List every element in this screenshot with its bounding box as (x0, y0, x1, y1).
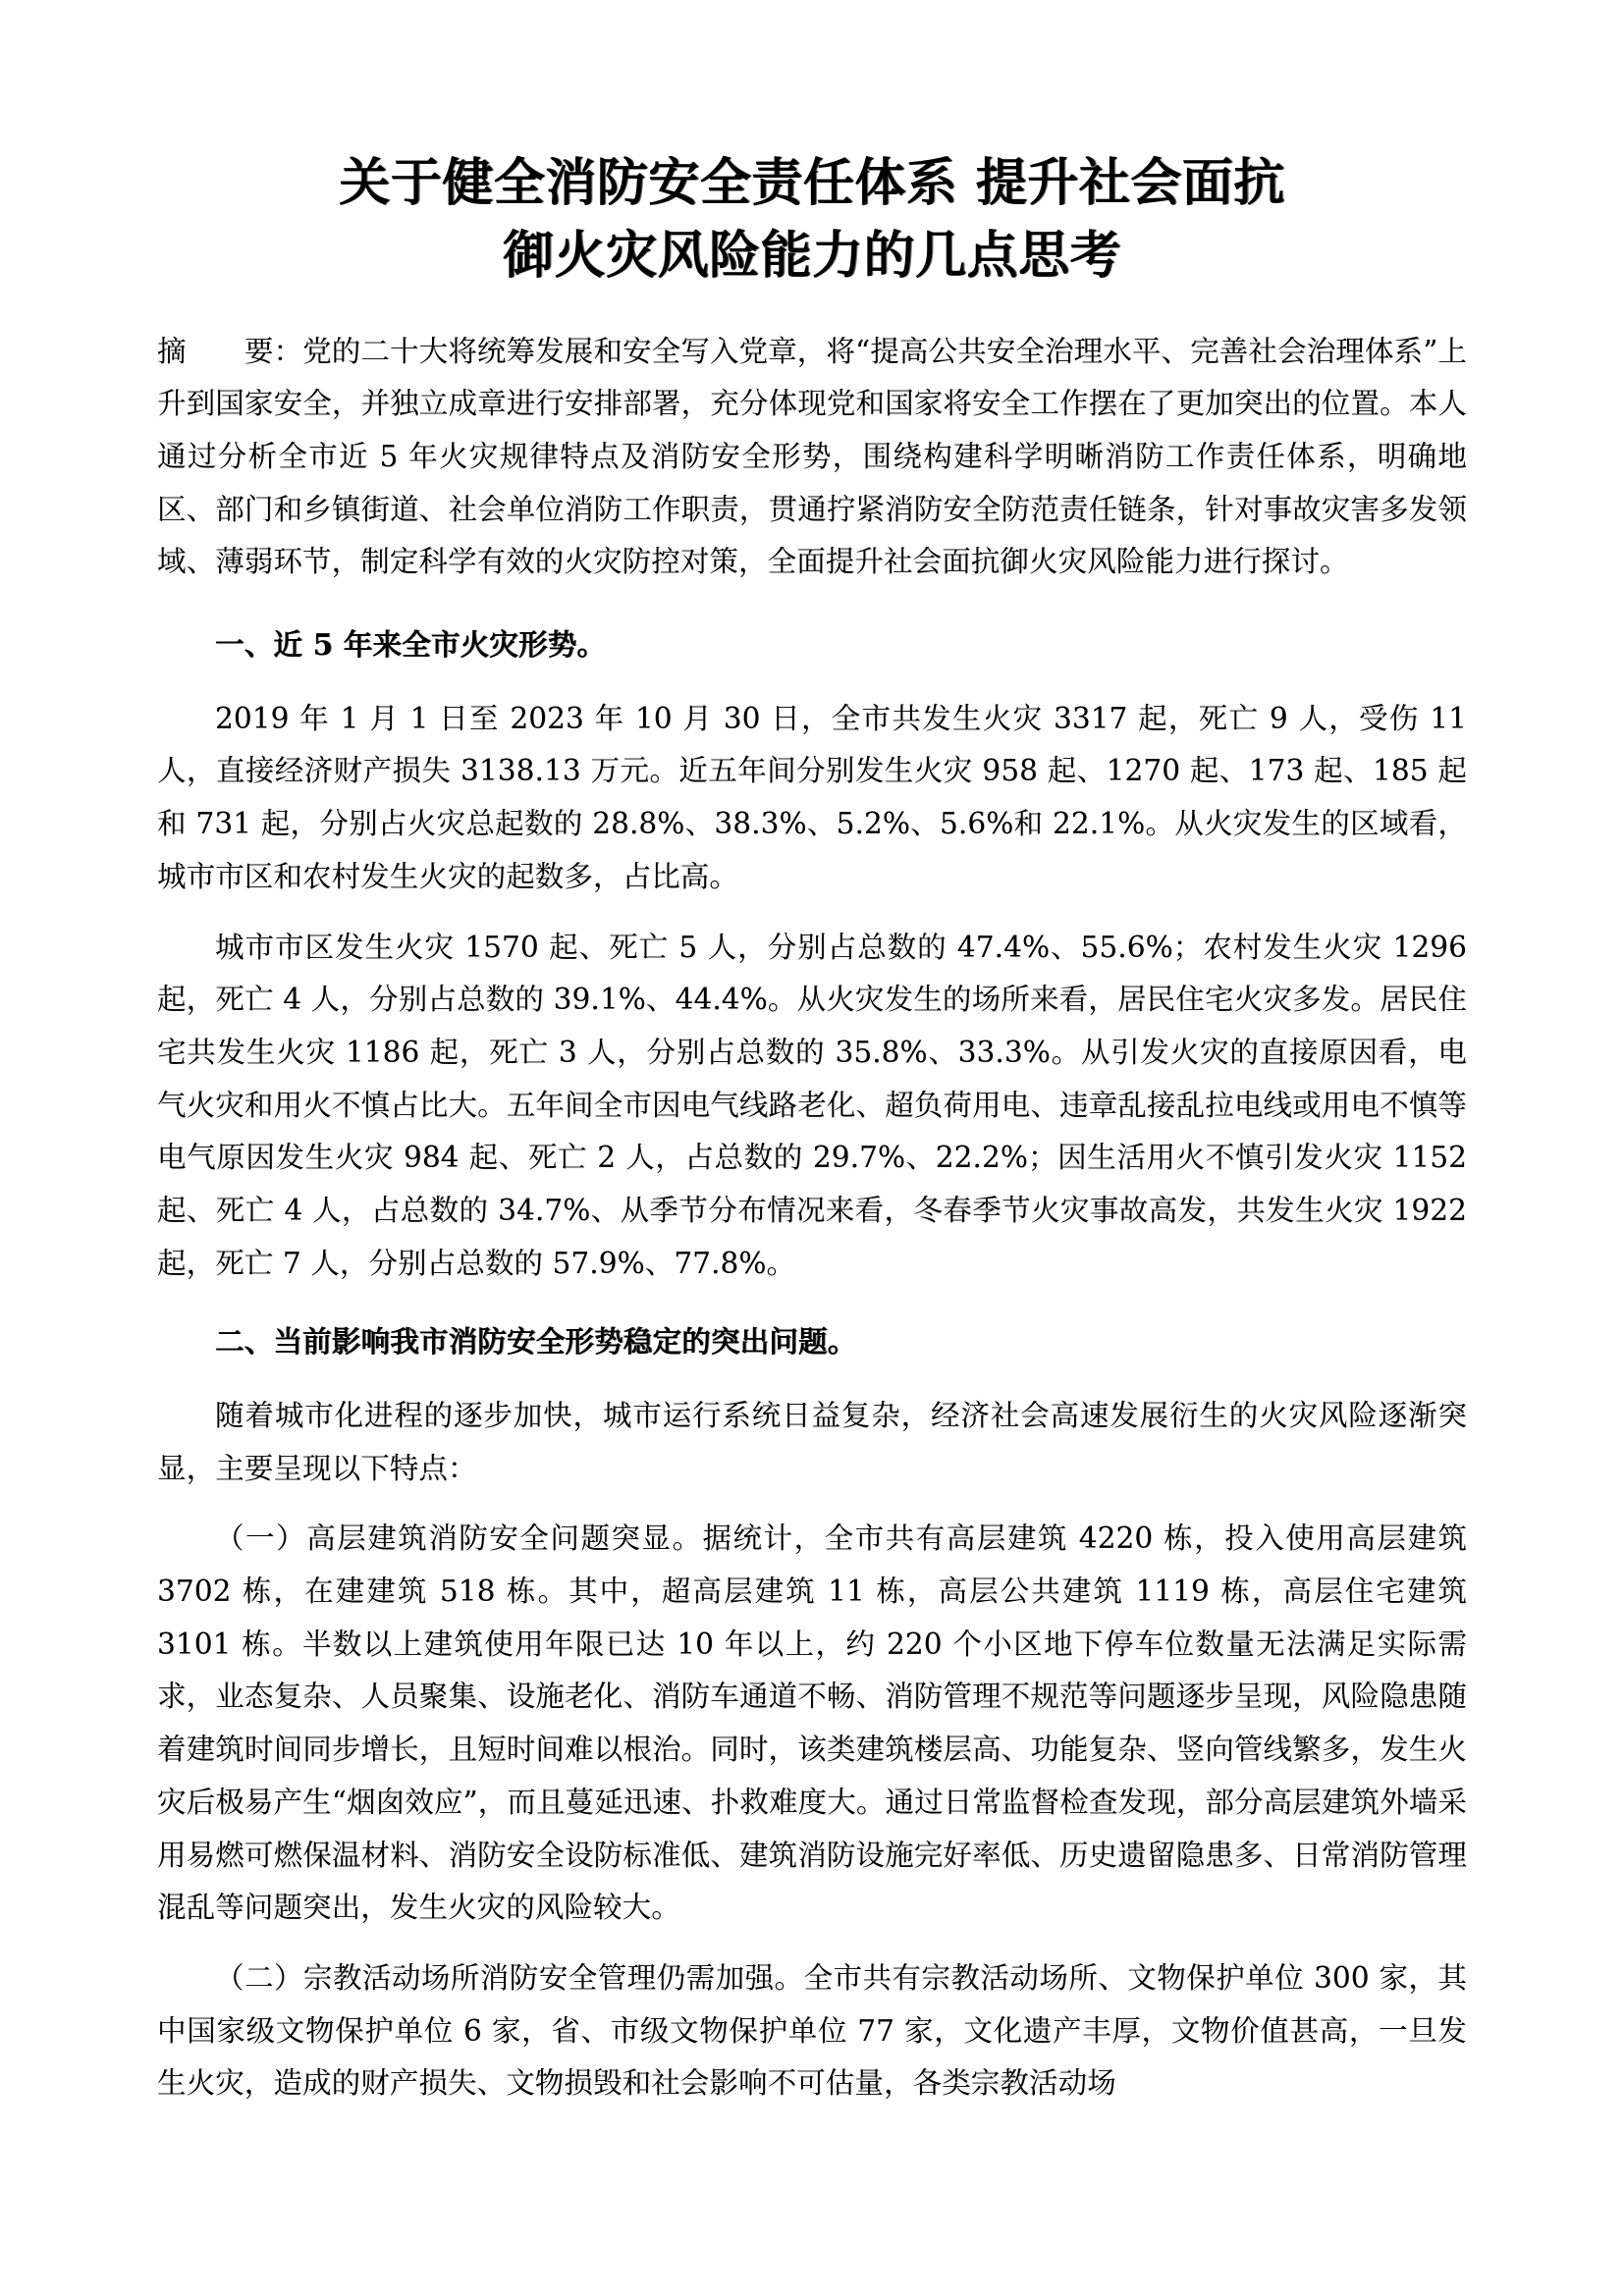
section-2-paragraph-3: （二）宗教活动场所消防安全管理仍需加强。全市共有宗教活动场所、文物保护单位 300 家，其中国家级文物保护单位 6 家，省、市级文物保护单位 77 家，文化遗产丰厚，文物价值甚高，一旦发生火灾，造成的财产损失、文物损毁和社会影响不可估量，各类宗教活动场 (157, 1960, 1467, 2101)
section-heading-1: 一、近 5 年来全市火灾形势。 (215, 627, 607, 663)
section-2-paragraph-2: （一）高层建筑消防安全问题突显。据统计，全市共有高层建筑 4220 栋，投入使用高层建筑 3702 栋，在建建筑 518 栋。其中，超高层建筑 11 栋，高层公共建筑 1119 栋，高层住宅建筑 3101 栋。半数以上建筑使用年限已达 10 年以上，约 220 个小区地下停车位数量无法满足实际需求，业态复杂、人员聚集、设施老化、消防车通道不畅、消防管理不规范等问题逐步呈现，风险隐患随着建筑时间同步增长，且短时间难以根治。同时，该类建筑楼层高、功能复杂、竖向管线繁多，发生火灾后极易产生“烟囱效应”，而且蔓延迅速、扑救难度大。通过日常监督检查发现，部分高层建筑外墙采用易燃可燃保温材料、消防安全设防标准低、建筑消防设施完好率低、历史遗留隐患多、日常消防管理混乱等问题突出，发生火灾的风险较大。 (157, 1522, 1467, 1925)
abstract-paragraph: 摘 要：党的二十大将统筹发展和安全写入党章，将“提高公共安全治理水平、完善社会治理体系”上升到国家安全，并独立成章进行安排部署，充分体现党和国家将安全工作摆在了更加突出的位置。本人通过分析全市近 5 年火灾规律特点及消防安全形势，围绕构建科学明晰消防工作责任体系，明确地区、部门和乡镇街道、社会单位消防工作职责，贯通拧紧消防安全防范责任链条，针对事故灾害多发领域、薄弱环节，制定科学有效的火灾防控对策，全面提升社会面抗御火灾风险能力进行探讨。 (157, 334, 1467, 579)
section-2-paragraph-1: 随着城市化进程的逐步加快，城市运行系统日益复杂，经济社会高速发展衍生的火灾风险逐渐突显，主要呈现以下特点： (157, 1399, 1467, 1485)
page-title-line-1: 关于健全消防安全责任体系 提升社会面抗 (339, 153, 1285, 213)
section-heading-2: 二、当前影响我市消防安全形势稳定的突出问题。 (215, 1324, 857, 1360)
page-title-line-2: 御火灾风险能力的几点思考 (502, 225, 1121, 286)
section-1-paragraph-1: 2019 年 1 月 1 日至 2023 年 10 月 30 日，全市共发生火灾 3317 起，死亡 9 人，受伤 11 人，直接经济财产损失 3138.13 万元。近五年间分别发生火灾 958 起、1270 起、173 起、185 起和 731 起，分别占火灾总起数的 28.8%、38.3%、5.2%、5.6%和 22.1%。从火灾发生的区域看，城市市区和农村发生火灾的起数多，占比高。 (157, 701, 1467, 893)
section-1-paragraph-2: 城市市区发生火灾 1570 起、死亡 5 人，分别占总数的 47.4%、55.6%；农村发生火灾 1296 起，死亡 4 人，分别占总数的 39.1%、44.4%。从火灾发生的场所来看，居民住宅火灾多发。居民住宅共发生火灾 1186 起，死亡 3 人，分别占总数的 35.8%、33.3%。从引发火灾的直接原因看，电气火灾和用火不慎占比大。五年间全市因电气线路老化、超负荷用电、违章乱接乱拉电线或用电不慎等电气原因发生火灾 984 起、死亡 2 人，占总数的 29.7%、22.2%；因生活用火不慎引发火灾 1152 起、死亡 4 人，占总数的 34.7%、从季节分布情况来看，冬春季节火灾事故高发，共发生火灾 1922 起，死亡 7 人，分别占总数的 57.9%、77.8%。 (157, 930, 1467, 1280)
page-title (157, 147, 1467, 293)
